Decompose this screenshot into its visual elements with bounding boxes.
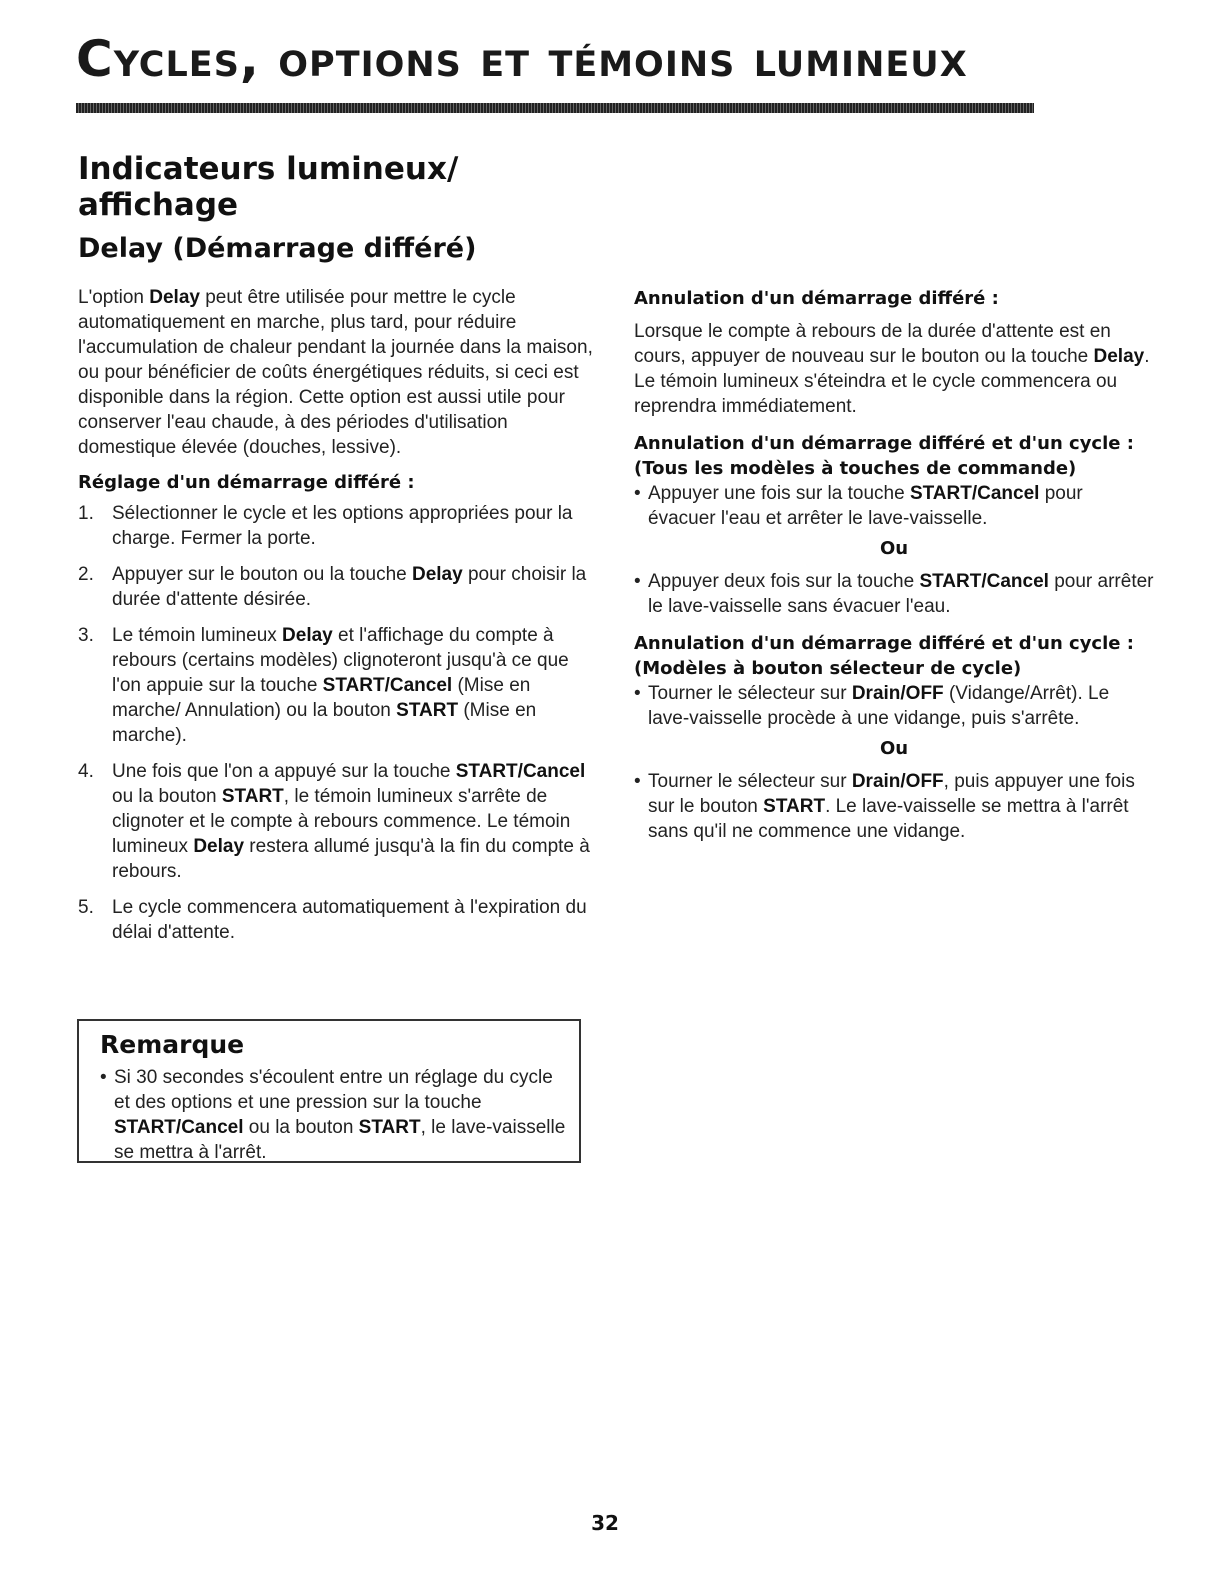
bullet-icon: •: [100, 1067, 107, 1088]
or-separator: Ou: [879, 538, 909, 559]
bullet-icon: •: [634, 571, 641, 592]
dial-cancel-list: [634, 769, 1154, 844]
step-text: Le témoin lumineux: [112, 625, 283, 646]
page-banner-title: Cycles, options et témoins lumineux: [76, 30, 968, 88]
or-separator: Ou: [879, 738, 909, 759]
step-number: 3.: [78, 625, 94, 646]
touch-cancel-item: [634, 481, 1154, 531]
intro-text: peut être utilisée pour mettre le cycle automatiquement en marche, plus tard, pour réduire l'accumulation de chaleur pendant la journée dans la maison, ou pour bénéficier de coûts énergétiques réduits, si ceci est disponible dans la région. Cette option est aussi utile pour conserver l'eau chaude, à des périodes d'utilisation domestique élevée (douches, lessive).: [78, 287, 593, 458]
cancel-bold: Delay: [1093, 346, 1145, 367]
item-text: (Vidange/Arrêt). Le lave-vaisselle procède à une vidange, puis s'arrête.: [648, 683, 1110, 729]
touch-cancel-list: [634, 569, 1154, 619]
step-bold: START: [396, 700, 459, 721]
note-item: [100, 1065, 571, 1165]
step-item: [78, 562, 598, 612]
intro-bold: Delay: [149, 287, 200, 308]
dial-cancel-heading: Annulation d'un démarrage différé et d'un cycle : (Modèles à bouton sélecteur de cycle): [634, 633, 1134, 679]
item-bold: Drain/OFF: [851, 771, 944, 792]
setting-steps: [78, 501, 598, 945]
item-text: Tourner le sélecteur sur: [648, 771, 852, 792]
cancel-heading: Annulation d'un démarrage différé :: [634, 288, 999, 309]
step-bold: START/Cancel: [455, 761, 586, 782]
section-title: Indicateurs lumineux/ affichage: [78, 151, 459, 223]
touch-cancel-list: [634, 481, 1154, 531]
note-title: Remarque: [100, 1030, 245, 1059]
item-text: , puis appuyer une fois sur le bouton: [648, 771, 1135, 817]
item-bold: START/Cancel: [909, 483, 1040, 504]
item-bold: START: [763, 796, 826, 817]
step-bold: START/Cancel: [322, 675, 453, 696]
step-number: 4.: [78, 761, 94, 782]
page-number: 32: [591, 1511, 619, 1535]
dial-cancel-list: [634, 681, 1154, 731]
step-text: Une fois que l'on a appuyé sur la touche: [112, 761, 456, 782]
intro-text: L'option: [78, 287, 150, 308]
step-item: [78, 895, 598, 945]
left-column: [78, 285, 598, 956]
step-bold: START: [221, 786, 284, 807]
step-text: et l'affichage du compte à rebours (certains modèles) clignoteront jusqu'à ce que l'on appuie sur la touche: [112, 625, 569, 696]
bullet-icon: •: [634, 683, 641, 704]
item-text: pour évacuer l'eau et arrêter le lave-vaisselle.: [648, 483, 1083, 529]
step-item: [78, 501, 598, 551]
step-item: [78, 759, 598, 884]
note-list: [100, 1065, 571, 1165]
step-number: 2.: [78, 564, 94, 585]
step-text: (Mise en marche/ Annulation) ou la bouton: [112, 675, 531, 721]
step-bold: Delay: [193, 836, 245, 857]
step-bold: Delay: [282, 625, 333, 646]
step-text: Le cycle commencera automatiquement à l'expiration du délai d'attente.: [112, 897, 587, 943]
note-bold: START: [358, 1117, 421, 1138]
item-bold: START/Cancel: [919, 571, 1049, 592]
note-text: , le lave-vaisselle se mettra à l'arrêt.: [114, 1117, 566, 1163]
setting-heading: Réglage d'un démarrage différé :: [78, 472, 415, 493]
note-text: ou la bouton: [243, 1117, 359, 1138]
bullet-icon: •: [634, 771, 641, 792]
step-text: , le témoin lumineux s'arrête de clignoter et le compte à rebours commence. Le témoin lumineux: [112, 786, 571, 857]
step-text: Appuyer sur le bouton ou la touche: [112, 564, 412, 585]
intro-paragraph: [78, 285, 598, 460]
note-box: [77, 1019, 581, 1163]
section-subtitle: Delay (Démarrage différé): [78, 233, 477, 264]
item-text: Appuyer deux fois sur la touche: [648, 571, 920, 592]
item-text: Tourner le sélecteur sur: [648, 683, 852, 704]
step-text: restera allumé jusqu'à la fin du compte à rebours.: [112, 836, 590, 882]
right-column: [634, 286, 1154, 844]
item-text: pour arrêter le lave-vaisselle sans évacuer l'eau.: [648, 571, 1154, 617]
step-number: 5.: [78, 897, 94, 918]
cancel-text: . Le témoin lumineux s'éteindra et le cycle commencera ou reprendra immédiatement.: [634, 346, 1150, 417]
item-bold: Drain/OFF: [851, 683, 944, 704]
bullet-icon: •: [634, 483, 641, 504]
item-text: Appuyer une fois sur la touche: [648, 483, 910, 504]
item-text: . Le lave-vaisselle se mettra à l'arrêt sans qu'il ne commence une vidange.: [648, 796, 1129, 842]
step-text: pour choisir la durée d'attente désirée.: [112, 564, 587, 610]
dial-cancel-item: [634, 681, 1154, 731]
cancel-paragraph: [634, 319, 1154, 419]
note-text: Si 30 secondes s'écoulent entre un réglage du cycle et des options et une pression sur la touche: [114, 1067, 553, 1113]
step-item: [78, 623, 598, 748]
cancel-text: Lorsque le compte à rebours de la durée d'attente est en cours, appuyer de nouveau sur le bouton ou la touche: [634, 321, 1111, 367]
banner-rule: [76, 103, 1034, 113]
dial-cancel-item: [634, 769, 1154, 844]
note-bold: START/Cancel: [114, 1117, 244, 1138]
step-bold: Delay: [411, 564, 463, 585]
step-number: 1.: [78, 503, 94, 524]
step-text: (Mise en marche).: [112, 700, 537, 746]
step-text: Sélectionner le cycle et les options appropriées pour la charge. Fermer la porte.: [112, 503, 573, 549]
touch-cancel-item: [634, 569, 1154, 619]
step-text: ou la bouton: [112, 786, 222, 807]
touch-cancel-heading: Annulation d'un démarrage différé et d'un cycle : (Tous les modèles à touches de commande): [634, 433, 1134, 479]
